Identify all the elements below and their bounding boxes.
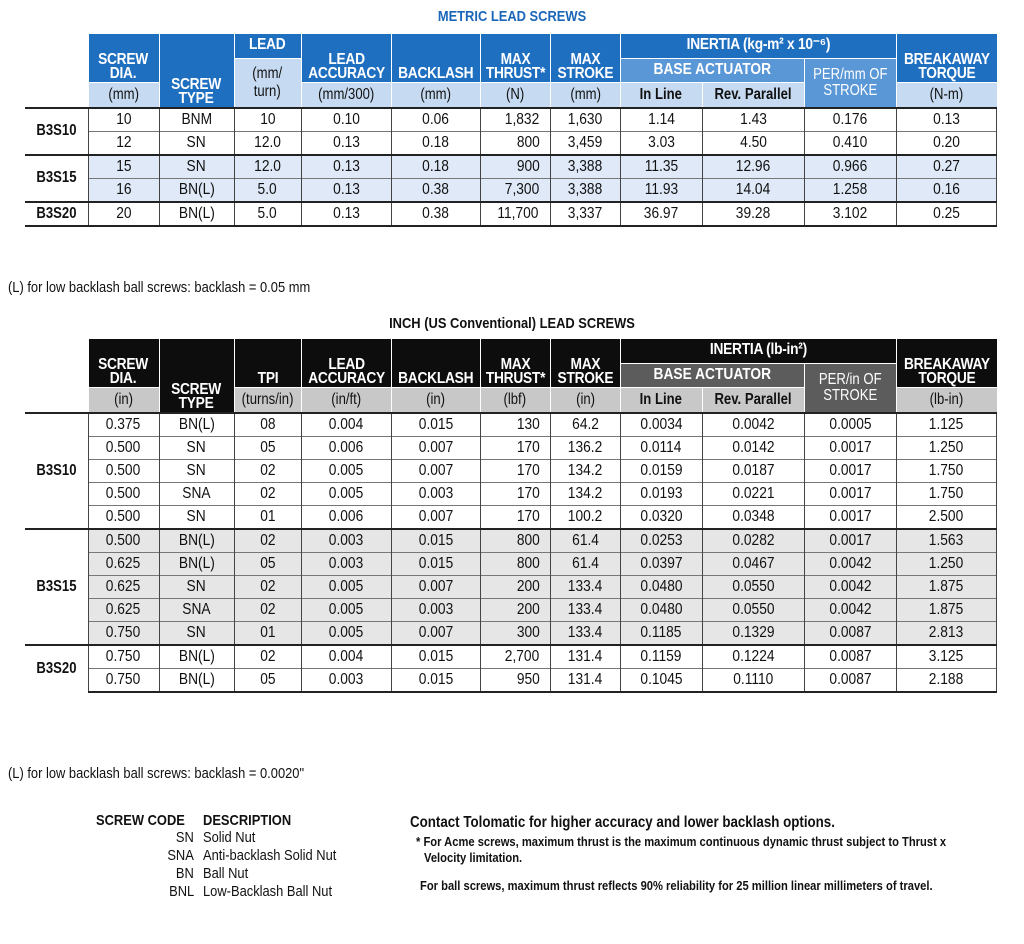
header-breakaway-torque: BREAKAWAY TORQUE [896,34,996,82]
table-row [25,482,997,505]
screw-code-legend [96,812,396,901]
cell-screw-type: BN(L) [159,529,234,553]
cell-screw-type: SN [159,459,234,482]
cell-max-thrust: 1,832 [480,108,550,132]
cell-screw-dia: 0.500 [88,529,159,553]
cell-inertia-in-line: 1.14 [620,108,702,132]
table-row [25,155,997,179]
cell-lead: 02 [234,529,301,553]
header-max-stroke: MAX STROKE [550,34,620,82]
cell-lead-accuracy: 0.003 [301,529,391,553]
cell-backlash: 0.015 [391,645,480,669]
cell-inertia-in-line: 36.97 [620,202,702,226]
cell-lead: 01 [234,505,301,529]
cell-inertia-rev-parallel: 0.0042 [702,413,804,437]
cell-backlash: 0.007 [391,459,480,482]
table-row [25,202,997,226]
legend-item [96,829,396,847]
header-per-stroke: PER/mm OF STROKE [804,58,896,108]
unit-max-thrust: (N) [480,82,550,108]
cell-inertia-in-line: 3.03 [620,131,702,155]
row-group-label: B3S20 [25,645,88,692]
legend-description: Ball Nut [203,865,249,882]
cell-inertia-rev-parallel: 0.1224 [702,645,804,669]
cell-breakaway-torque: 2.188 [896,668,996,692]
cell-backlash: 0.007 [391,436,480,459]
cell-inertia-rev-parallel: 0.1329 [702,621,804,645]
cell-inertia-rev-parallel: 0.0187 [702,459,804,482]
cell-inertia-in-line: 0.1185 [620,621,702,645]
cell-inertia-in-line: 0.1159 [620,645,702,669]
legend-description: Anti-backlash Solid Nut [203,847,337,864]
cell-breakaway-torque: 1.875 [896,575,996,598]
cell-breakaway-torque: 1.563 [896,529,996,553]
cell-screw-dia: 0.500 [88,436,159,459]
cell-max-thrust: 170 [480,436,550,459]
header-base-actuator: BASE ACTUATOR [620,363,804,387]
legend-code: BN [176,865,194,882]
cell-screw-type: SN [159,621,234,645]
cell-screw-dia: 0.750 [88,621,159,645]
cell-inertia-rev-parallel: 0.0467 [702,552,804,575]
cell-inertia-in-line: 0.0480 [620,598,702,621]
cell-lead: 02 [234,482,301,505]
cell-max-stroke: 3,459 [550,131,620,155]
cell-max-thrust: 130 [480,413,550,437]
table-row [25,668,997,692]
cell-max-thrust: 800 [480,131,550,155]
table-row [25,598,997,621]
cell-breakaway-torque: 1.125 [896,413,996,437]
unit-rev-parallel: Rev. Parallel [702,387,804,413]
cell-backlash: 0.38 [391,202,480,226]
unit-breakaway-torque: (N-m) [896,82,996,108]
cell-lead-accuracy: 0.13 [301,202,391,226]
cell-inertia-per-stroke: 1.258 [804,178,896,202]
unit-in-line: In Line [620,82,702,108]
inch-table-body [25,413,997,692]
cell-screw-type: BN(L) [159,413,234,437]
cell-inertia-in-line: 0.0320 [620,505,702,529]
unit-breakaway-torque: (lb-in) [896,387,996,413]
cell-backlash: 0.015 [391,529,480,553]
cell-lead: 05 [234,552,301,575]
cell-screw-type: SNA [159,482,234,505]
cell-inertia-in-line: 11.93 [620,178,702,202]
cell-breakaway-torque: 0.27 [896,155,996,179]
cell-inertia-rev-parallel: 39.28 [702,202,804,226]
cell-inertia-per-stroke: 0.0017 [804,529,896,553]
unit-lead: (mm/ turn) [234,58,301,108]
cell-screw-dia: 0.500 [88,482,159,505]
cell-backlash: 0.007 [391,621,480,645]
cell-lead-accuracy: 0.006 [301,436,391,459]
cell-lead-accuracy: 0.003 [301,552,391,575]
cell-inertia-in-line: 0.0480 [620,575,702,598]
header-inertia: INERTIA (lb-in²) [620,339,896,363]
metric-table-title: METRIC LEAD SCREWS [437,8,587,25]
cell-breakaway-torque: 2.813 [896,621,996,645]
cell-inertia-rev-parallel: 12.96 [702,155,804,179]
cell-breakaway-torque: 1.250 [896,552,996,575]
table-row [25,131,997,155]
contact-note: Contact Tolomatic for higher accuracy and lower backlash options. [410,814,835,831]
cell-inertia-per-stroke: 3.102 [804,202,896,226]
cell-max-stroke: 1,630 [550,108,620,132]
cell-screw-type: SN [159,131,234,155]
cell-screw-type: BNM [159,108,234,132]
cell-lead: 12.0 [234,131,301,155]
corner-blank [25,339,88,413]
cell-max-thrust: 170 [480,505,550,529]
cell-screw-dia: 10 [88,108,159,132]
cell-screw-dia: 0.625 [88,575,159,598]
cell-max-thrust: 950 [480,668,550,692]
cell-breakaway-torque: 0.25 [896,202,996,226]
cell-inertia-per-stroke: 0.410 [804,131,896,155]
cell-lead-accuracy: 0.13 [301,178,391,202]
unit-max-thrust: (lbf) [480,387,550,413]
header-per-stroke: PER/in OF STROKE [804,363,896,413]
cell-inertia-per-stroke: 0.0042 [804,598,896,621]
cell-screw-dia: 0.500 [88,505,159,529]
legend-code: SN [176,829,194,846]
table-row [25,108,997,132]
cell-inertia-per-stroke: 0.0042 [804,575,896,598]
cell-lead: 02 [234,575,301,598]
cell-screw-dia: 0.625 [88,598,159,621]
unit-max-stroke: (mm) [550,82,620,108]
table-row [25,575,997,598]
inch-lead-screws-table [25,339,997,693]
cell-lead: 02 [234,598,301,621]
header-backlash: BACKLASH [391,34,480,82]
cell-backlash: 0.18 [391,131,480,155]
legend-description: Solid Nut [203,829,256,846]
cell-lead-accuracy: 0.005 [301,575,391,598]
cell-inertia-rev-parallel: 0.1110 [702,668,804,692]
header-breakaway-torque: BREAKAWAY TORQUE [896,339,996,387]
cell-screw-dia: 16 [88,178,159,202]
cell-backlash: 0.007 [391,505,480,529]
row-group-label: B3S10 [25,108,88,155]
row-group-label: B3S15 [25,529,88,645]
table-row [25,645,997,669]
cell-inertia-per-stroke: 0.0017 [804,505,896,529]
header-screw-type: SCREW TYPE [159,339,234,413]
cell-inertia-per-stroke: 0.176 [804,108,896,132]
cell-breakaway-torque: 0.13 [896,108,996,132]
cell-screw-dia: 0.625 [88,552,159,575]
header-lead: LEAD [234,34,301,58]
cell-max-stroke: 131.4 [550,645,620,669]
header-tpi: TPI [234,339,301,387]
header-screw-dia: SCREW DIA. [88,34,159,82]
cell-screw-type: SN [159,505,234,529]
row-group-label: B3S10 [25,413,88,529]
inch-backlash-note: (L) for low backlash ball screws: backlash = 0.0020" [8,765,305,782]
cell-inertia-per-stroke: 0.0042 [804,552,896,575]
cell-screw-type: BN(L) [159,202,234,226]
cell-screw-dia: 20 [88,202,159,226]
header-screw-dia: SCREW DIA. [88,339,159,387]
legend-item [96,847,396,865]
legend-code: BNL [168,883,194,900]
header-inertia: INERTIA (kg-m² x 10⁻⁶) [620,34,896,58]
cell-inertia-per-stroke: 0.0087 [804,621,896,645]
cell-lead: 08 [234,413,301,437]
cell-max-stroke: 134.2 [550,482,620,505]
cell-lead: 05 [234,668,301,692]
cell-max-thrust: 800 [480,529,550,553]
cell-inertia-rev-parallel: 0.0348 [702,505,804,529]
cell-lead-accuracy: 0.004 [301,413,391,437]
cell-max-stroke: 133.4 [550,621,620,645]
cell-backlash: 0.015 [391,413,480,437]
cell-max-thrust: 800 [480,552,550,575]
cell-screw-type: BN(L) [159,178,234,202]
cell-inertia-rev-parallel: 0.0282 [702,529,804,553]
cell-max-stroke: 134.2 [550,459,620,482]
cell-max-stroke: 3,388 [550,155,620,179]
cell-max-stroke: 131.4 [550,668,620,692]
cell-inertia-rev-parallel: 0.0550 [702,598,804,621]
table-row [25,621,997,645]
cell-max-stroke: 3,388 [550,178,620,202]
legend-item [96,883,396,901]
cell-inertia-rev-parallel: 0.0142 [702,436,804,459]
cell-max-thrust: 2,700 [480,645,550,669]
header-lead-accuracy: LEAD ACCURACY [301,339,391,387]
cell-lead-accuracy: 0.005 [301,482,391,505]
unit-rev-parallel: Rev. Parallel [702,82,804,108]
cell-lead: 02 [234,459,301,482]
cell-screw-dia: 0.750 [88,668,159,692]
cell-backlash: 0.38 [391,178,480,202]
unit-max-stroke: (in) [550,387,620,413]
cell-max-stroke: 64.2 [550,413,620,437]
table-row [25,529,997,553]
cell-inertia-in-line: 11.35 [620,155,702,179]
cell-inertia-per-stroke: 0.0005 [804,413,896,437]
header-lead-accuracy: LEAD ACCURACY [301,34,391,82]
header-screw-type: SCREW TYPE [159,34,234,108]
cell-inertia-rev-parallel: 0.0550 [702,575,804,598]
cell-lead-accuracy: 0.006 [301,505,391,529]
cell-inertia-rev-parallel: 0.0221 [702,482,804,505]
cell-inertia-rev-parallel: 14.04 [702,178,804,202]
row-group-label: B3S15 [25,155,88,202]
cell-inertia-in-line: 0.0193 [620,482,702,505]
cell-breakaway-torque: 0.16 [896,178,996,202]
header-max-thrust: MAX THRUST* [480,34,550,82]
legend-description: Low-Backlash Ball Nut [203,883,333,900]
table-row [25,459,997,482]
cell-backlash: 0.007 [391,575,480,598]
cell-max-thrust: 200 [480,598,550,621]
cell-screw-dia: 12 [88,131,159,155]
cell-breakaway-torque: 1.750 [896,459,996,482]
inch-table-title: INCH (US Conventional) LEAD SCREWS [389,315,635,332]
unit-in-line: In Line [620,387,702,413]
cell-screw-type: BN(L) [159,668,234,692]
acme-thrust-note-cont: Velocity limitation. [424,850,523,865]
cell-max-thrust: 900 [480,155,550,179]
cell-screw-type: SN [159,575,234,598]
header-max-stroke: MAX STROKE [550,339,620,387]
unit-screw-dia: (mm) [88,82,159,108]
header-max-thrust: MAX THRUST* [480,339,550,387]
cell-screw-dia: 15 [88,155,159,179]
cell-lead-accuracy: 0.13 [301,131,391,155]
cell-inertia-in-line: 0.0114 [620,436,702,459]
cell-max-thrust: 300 [480,621,550,645]
cell-inertia-in-line: 0.0397 [620,552,702,575]
cell-lead: 05 [234,436,301,459]
table-row [25,505,997,529]
cell-lead: 5.0 [234,178,301,202]
cell-lead-accuracy: 0.005 [301,598,391,621]
table-row [25,178,997,202]
cell-lead-accuracy: 0.005 [301,459,391,482]
cell-screw-dia: 0.500 [88,459,159,482]
legend-code-header: SCREW CODE [96,812,185,829]
metric-backlash-note: (L) for low backlash ball screws: backlash = 0.05 mm [8,279,311,296]
cell-inertia-per-stroke: 0.0017 [804,436,896,459]
cell-max-thrust: 7,300 [480,178,550,202]
corner-blank [25,34,88,108]
legend-item [96,865,396,883]
cell-max-thrust: 170 [480,459,550,482]
cell-breakaway-torque: 1.250 [896,436,996,459]
cell-breakaway-torque: 2.500 [896,505,996,529]
row-group-label: B3S20 [25,202,88,226]
cell-backlash: 0.003 [391,598,480,621]
header-backlash: BACKLASH [391,339,480,387]
unit-lead-accuracy: (in/ft) [301,387,391,413]
table-row [25,552,997,575]
cell-inertia-rev-parallel: 4.50 [702,131,804,155]
cell-backlash: 0.015 [391,668,480,692]
cell-breakaway-torque: 1.875 [896,598,996,621]
legend-code: SNA [167,847,194,864]
cell-max-stroke: 100.2 [550,505,620,529]
cell-backlash: 0.18 [391,155,480,179]
acme-thrust-note: * For Acme screws, maximum thrust is the maximum continuous dynamic thrust subject to Thrust x [416,834,947,849]
header-base-actuator: BASE ACTUATOR [620,58,804,82]
cell-inertia-per-stroke: 0.966 [804,155,896,179]
cell-backlash: 0.003 [391,482,480,505]
ball-screw-thrust-note: For ball screws, maximum thrust reflects 90% reliability for 25 million linear millimeters of travel. [420,878,933,893]
cell-inertia-in-line: 0.1045 [620,668,702,692]
metric-table-body [25,108,997,226]
cell-lead: 01 [234,621,301,645]
cell-max-stroke: 133.4 [550,575,620,598]
cell-inertia-in-line: 0.0034 [620,413,702,437]
metric-lead-screws-table [25,34,997,227]
cell-max-stroke: 133.4 [550,598,620,621]
unit-backlash: (in) [391,387,480,413]
cell-max-stroke: 61.4 [550,529,620,553]
cell-inertia-in-line: 0.0159 [620,459,702,482]
cell-lead: 5.0 [234,202,301,226]
cell-lead: 10 [234,108,301,132]
cell-inertia-per-stroke: 0.0017 [804,482,896,505]
cell-breakaway-torque: 3.125 [896,645,996,669]
cell-max-thrust: 11,700 [480,202,550,226]
cell-inertia-rev-parallel: 1.43 [702,108,804,132]
table-row [25,436,997,459]
cell-inertia-per-stroke: 0.0087 [804,668,896,692]
cell-inertia-per-stroke: 0.0017 [804,459,896,482]
cell-screw-type: SN [159,436,234,459]
cell-inertia-per-stroke: 0.0087 [804,645,896,669]
unit-backlash: (mm) [391,82,480,108]
cell-lead: 02 [234,645,301,669]
cell-screw-type: SNA [159,598,234,621]
unit-tpi: (turns/in) [234,387,301,413]
legend-header [96,812,396,829]
cell-max-stroke: 61.4 [550,552,620,575]
cell-lead: 12.0 [234,155,301,179]
legend-desc-header: DESCRIPTION [203,812,292,829]
unit-screw-dia: (in) [88,387,159,413]
cell-max-thrust: 200 [480,575,550,598]
cell-screw-type: SN [159,155,234,179]
cell-screw-dia: 0.375 [88,413,159,437]
cell-screw-type: BN(L) [159,552,234,575]
cell-max-stroke: 136.2 [550,436,620,459]
cell-backlash: 0.06 [391,108,480,132]
unit-lead-accuracy: (mm/300) [301,82,391,108]
cell-inertia-in-line: 0.0253 [620,529,702,553]
footnotes [410,814,1020,894]
cell-lead-accuracy: 0.004 [301,645,391,669]
cell-lead-accuracy: 0.005 [301,621,391,645]
cell-breakaway-torque: 0.20 [896,131,996,155]
cell-screw-type: BN(L) [159,645,234,669]
cell-lead-accuracy: 0.003 [301,668,391,692]
cell-max-stroke: 3,337 [550,202,620,226]
cell-lead-accuracy: 0.13 [301,155,391,179]
cell-screw-dia: 0.750 [88,645,159,669]
cell-backlash: 0.015 [391,552,480,575]
table-row [25,413,997,437]
cell-max-thrust: 170 [480,482,550,505]
cell-breakaway-torque: 1.750 [896,482,996,505]
cell-lead-accuracy: 0.10 [301,108,391,132]
